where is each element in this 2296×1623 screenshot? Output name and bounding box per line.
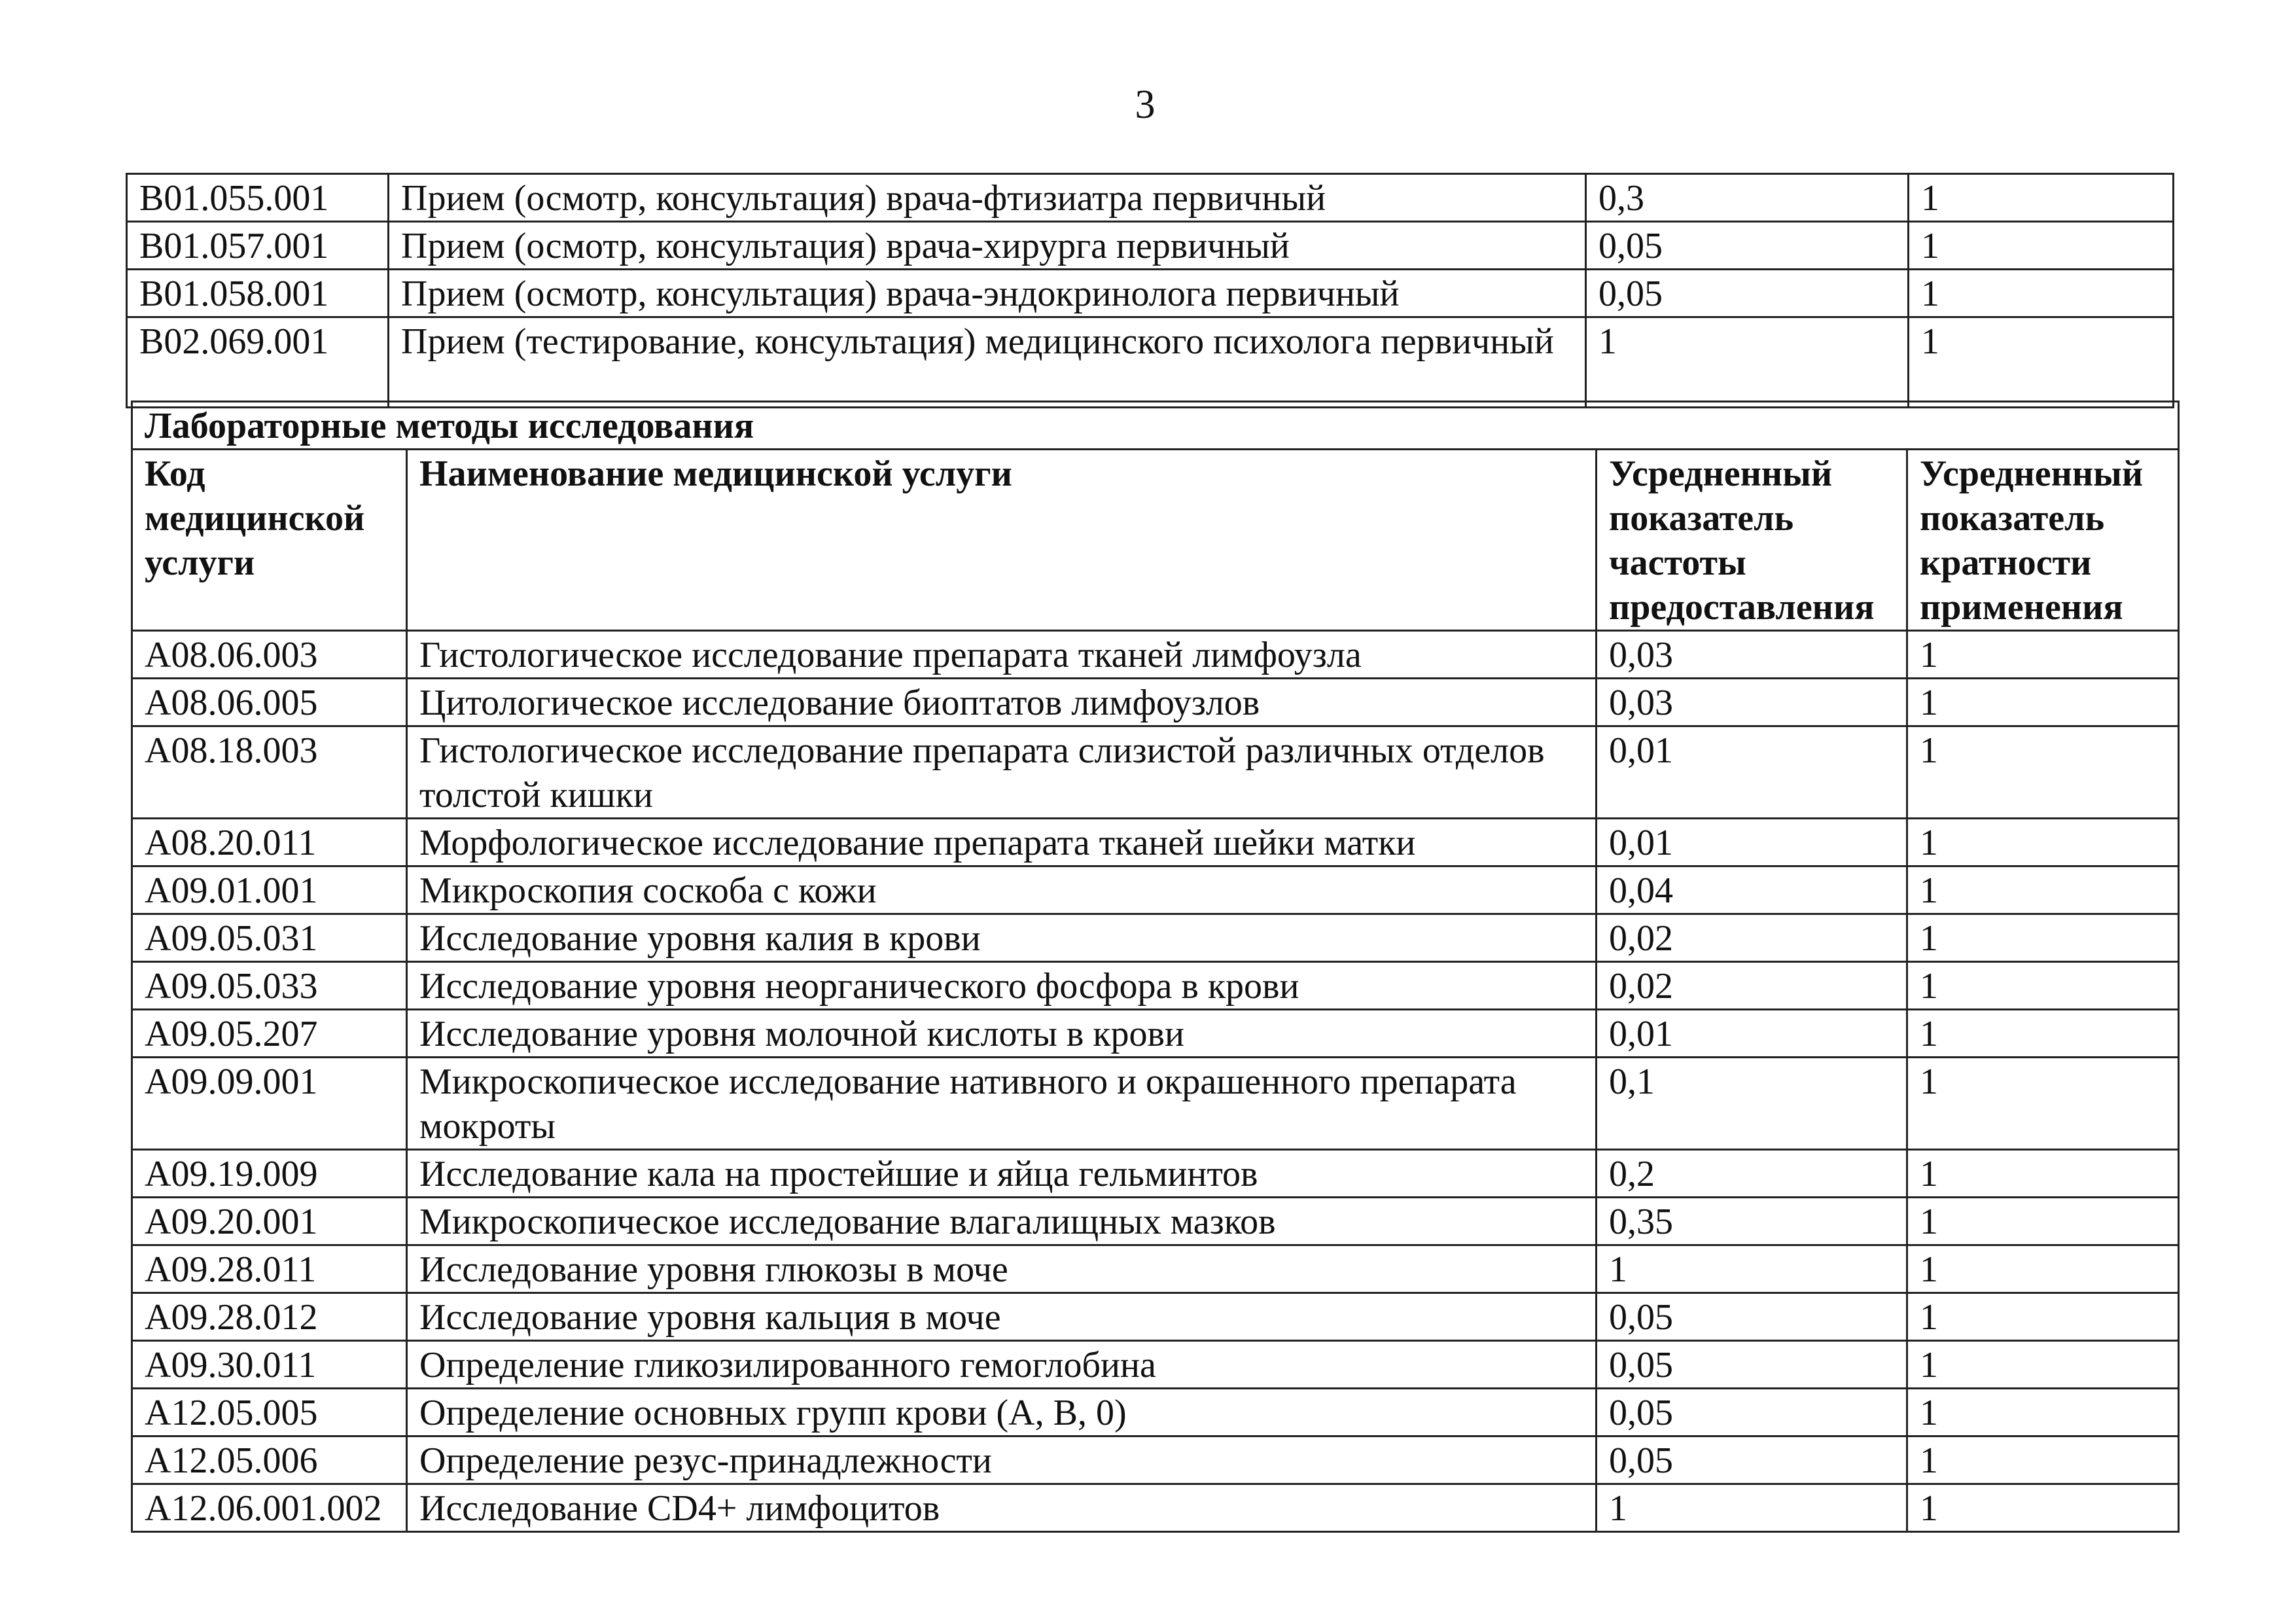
service-code: A09.01.001 (132, 866, 407, 914)
multiplicity-value: 1 (1907, 1484, 2179, 1532)
service-name: Прием (осмотр, консультация) врача-хирурга первичный (389, 222, 1586, 270)
page-number: 3 (1135, 82, 1156, 127)
table-row (127, 174, 2174, 222)
service-code: B02.069.001 (127, 317, 389, 408)
frequency-value: 0,03 (1597, 631, 1907, 679)
table-row (132, 1389, 2179, 1436)
frequency-value: 0,35 (1597, 1198, 1907, 1245)
service-name: Прием (осмотр, консультация) врача-фтизиатра первичный (389, 174, 1586, 222)
service-code: A12.05.005 (132, 1389, 407, 1436)
multiplicity-value: 1 (1907, 866, 2179, 914)
table-row (132, 1010, 2179, 1058)
frequency-value: 0,05 (1597, 1389, 1907, 1436)
multiplicity-value: 1 (1907, 726, 2179, 819)
table-row (132, 1341, 2179, 1389)
frequency-value: 0,05 (1597, 1293, 1907, 1341)
multiplicity-value: 1 (1907, 1341, 2179, 1389)
frequency-value: 1 (1597, 1245, 1907, 1293)
service-name: Определение резус-принадлежности (407, 1436, 1597, 1484)
service-code: A08.20.011 (132, 819, 407, 866)
multiplicity-value: 1 (1907, 1436, 2179, 1484)
table-row (132, 1058, 2179, 1150)
service-name: Исследование CD4+ лимфоцитов (407, 1484, 1597, 1532)
service-code: A09.05.033 (132, 962, 407, 1010)
frequency-value: 0,2 (1597, 1150, 1907, 1198)
header-frequency: Усредненный показатель частоты предоставления (1597, 450, 1907, 631)
service-code: A09.28.011 (132, 1245, 407, 1293)
table-row (132, 1293, 2179, 1341)
multiplicity-value: 1 (1907, 631, 2179, 679)
table-row (127, 270, 2174, 317)
table-row (132, 631, 2179, 679)
frequency-value: 0,05 (1586, 222, 1909, 270)
service-name: Микроскопическое исследование нативного и окрашенного препарата мокроты (407, 1058, 1597, 1150)
table-row (132, 1436, 2179, 1484)
service-code: A09.09.001 (132, 1058, 407, 1150)
frequency-value: 0,05 (1586, 270, 1909, 317)
multiplicity-value: 1 (1907, 1150, 2179, 1198)
service-code: B01.055.001 (127, 174, 389, 222)
table-row (132, 1150, 2179, 1198)
section-title-row (132, 402, 2179, 450)
service-code: A09.05.207 (132, 1010, 407, 1058)
service-code: A08.18.003 (132, 726, 407, 819)
section-title: Лабораторные методы исследования (132, 402, 2179, 450)
frequency-value: 0,05 (1597, 1436, 1907, 1484)
frequency-value: 0,3 (1586, 174, 1909, 222)
header-code: Код медицинской услуги (132, 450, 407, 631)
multiplicity-value: 1 (1909, 270, 2174, 317)
table-row (132, 1198, 2179, 1245)
frequency-value: 0,02 (1597, 914, 1907, 962)
multiplicity-value: 1 (1909, 222, 2174, 270)
service-name: Определение гликозилированного гемоглобина (407, 1341, 1597, 1389)
table-row (132, 1245, 2179, 1293)
table-row (132, 866, 2179, 914)
service-code: A09.30.011 (132, 1341, 407, 1389)
lab-methods-table (131, 401, 2180, 1533)
table-row (132, 679, 2179, 726)
frequency-value: 0,01 (1597, 726, 1907, 819)
service-name: Определение основных групп крови (A, B, 0) (407, 1389, 1597, 1436)
service-code: A08.06.003 (132, 631, 407, 679)
service-name: Исследование уровня кальция в моче (407, 1293, 1597, 1341)
service-code: A09.19.009 (132, 1150, 407, 1198)
frequency-value: 0,02 (1597, 962, 1907, 1010)
service-name: Прием (осмотр, консультация) врача-эндокринолога первичный (389, 270, 1586, 317)
multiplicity-value: 1 (1909, 174, 2174, 222)
frequency-value: 1 (1597, 1484, 1907, 1532)
service-name: Гистологическое исследование препарата слизистой различных отделов толстой кишки (407, 726, 1597, 819)
multiplicity-value: 1 (1907, 679, 2179, 726)
frequency-value: 0,05 (1597, 1341, 1907, 1389)
multiplicity-value: 1 (1907, 1389, 2179, 1436)
table-row (132, 962, 2179, 1010)
service-code: A08.06.005 (132, 679, 407, 726)
frequency-value: 0,03 (1597, 679, 1907, 726)
frequency-value: 0,04 (1597, 866, 1907, 914)
frequency-value: 0,01 (1597, 1010, 1907, 1058)
service-name: Морфологическое исследование препарата тканей шейки матки (407, 819, 1597, 866)
services-table-continued (126, 173, 2174, 408)
service-code: A12.05.006 (132, 1436, 407, 1484)
service-code: B01.058.001 (127, 270, 389, 317)
service-name: Микроскопическое исследование влагалищных мазков (407, 1198, 1597, 1245)
table-row (132, 1484, 2179, 1532)
service-name: Исследование уровня молочной кислоты в крови (407, 1010, 1597, 1058)
multiplicity-value: 1 (1907, 962, 2179, 1010)
multiplicity-value: 1 (1907, 1245, 2179, 1293)
service-name: Исследование уровня глюкозы в моче (407, 1245, 1597, 1293)
frequency-value: 0,1 (1597, 1058, 1907, 1150)
service-name: Исследование уровня калия в крови (407, 914, 1597, 962)
multiplicity-value: 1 (1907, 1058, 2179, 1150)
table-row (127, 222, 2174, 270)
service-code: A09.05.031 (132, 914, 407, 962)
frequency-value: 1 (1586, 317, 1909, 408)
table-row (132, 819, 2179, 866)
multiplicity-value: 1 (1907, 819, 2179, 866)
table-row (127, 317, 2174, 408)
multiplicity-value: 1 (1907, 1198, 2179, 1245)
multiplicity-value: 1 (1909, 317, 2174, 408)
service-name: Прием (тестирование, консультация) медицинского психолога первичный (389, 317, 1586, 408)
service-name: Микроскопия соскоба с кожи (407, 866, 1597, 914)
header-name: Наименование медицинской услуги (407, 450, 1597, 631)
multiplicity-value: 1 (1907, 914, 2179, 962)
service-code: B01.057.001 (127, 222, 389, 270)
table-header-row (132, 450, 2179, 631)
frequency-value: 0,01 (1597, 819, 1907, 866)
service-code: A12.06.001.002 (132, 1484, 407, 1532)
service-name: Гистологическое исследование препарата тканей лимфоузла (407, 631, 1597, 679)
multiplicity-value: 1 (1907, 1293, 2179, 1341)
multiplicity-value: 1 (1907, 1010, 2179, 1058)
service-code: A09.20.001 (132, 1198, 407, 1245)
service-code: A09.28.012 (132, 1293, 407, 1341)
table-row (132, 914, 2179, 962)
table-row (132, 726, 2179, 819)
service-name: Цитологическое исследование биоптатов лимфоузлов (407, 679, 1597, 726)
header-multiplicity: Усредненный показатель кратности применения (1907, 450, 2179, 631)
service-name: Исследование уровня неорганического фосфора в крови (407, 962, 1597, 1010)
service-name: Исследование кала на простейшие и яйца гельминтов (407, 1150, 1597, 1198)
